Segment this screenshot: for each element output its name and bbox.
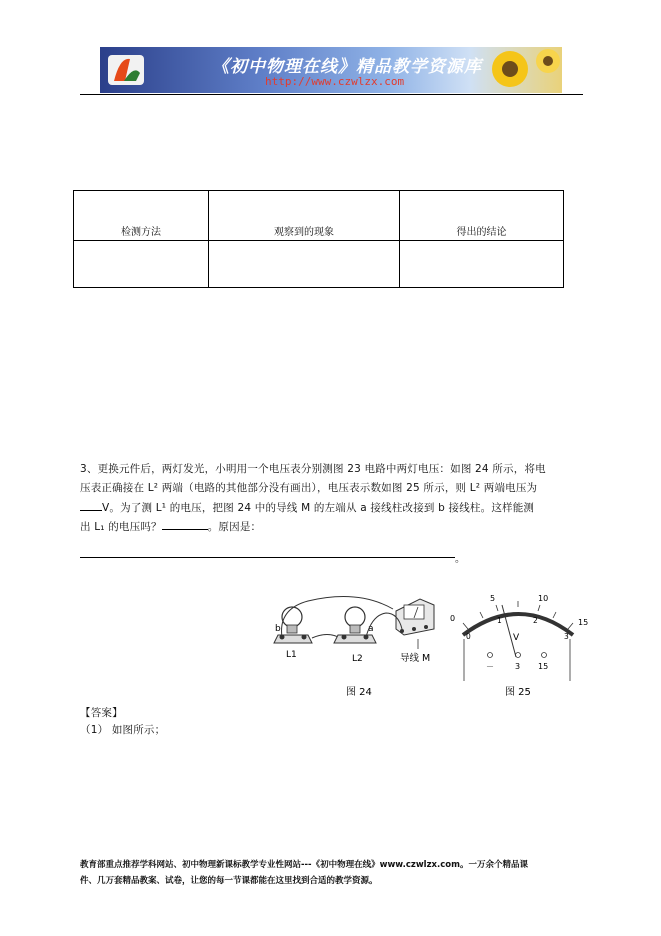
answer-heading: 【答案】 xyxy=(80,707,123,719)
scale-outer-15: 15 xyxy=(578,618,589,627)
footer-line-2: 件、几万套精品教案、试卷，让您的每一节课都能在这里找到合适的教学资源。 xyxy=(80,876,378,886)
label-b: b xyxy=(275,624,281,634)
terminal-negative xyxy=(488,653,493,658)
question-line-1: 3、更换元件后，两灯发光，小明用一个电压表分别测图 23 电路中两灯电压：如图 24 所示，将电 xyxy=(80,463,546,475)
label-wire-m: 导线 M xyxy=(400,653,431,664)
scale-inner-3: 3 xyxy=(564,632,569,641)
figure-25 xyxy=(450,594,588,698)
label-l2: L2 xyxy=(352,654,363,664)
scale-outer-10: 10 xyxy=(538,594,549,603)
question-line-4-start: 出 L₁ 的电压吗？ xyxy=(80,521,162,533)
banner-title: 《初中物理在线》精品教学资源库 xyxy=(212,57,482,77)
label-l1: L1 xyxy=(286,650,297,660)
observation-table xyxy=(73,190,564,288)
reason-answer-line[interactable] xyxy=(80,557,455,558)
answer-item-1: （1） 如图所示； xyxy=(80,724,166,736)
terminal-label-3: 3 xyxy=(515,662,521,671)
bulb-icon xyxy=(345,607,365,627)
header-banner xyxy=(100,47,562,93)
label-a: a xyxy=(368,624,374,634)
question-line-3 xyxy=(80,499,534,516)
terminal-3v xyxy=(516,653,521,658)
figures-24-25 xyxy=(268,585,593,703)
table-header-method: 检测方法 xyxy=(74,191,209,241)
measure-answer-blank[interactable] xyxy=(162,518,208,530)
reason-line-end: 。 xyxy=(455,554,465,565)
table-header-phenomenon: 观察到的现象 xyxy=(209,191,400,241)
question-line-3-text: V。为了测 L¹ 的电压，把图 24 中的导线 M 的左端从 a 接线柱改接到 b 接线柱。这样能测 xyxy=(102,502,535,514)
terminal-15v xyxy=(542,653,547,658)
sunflower-small-center xyxy=(543,56,553,66)
table-cell[interactable] xyxy=(400,241,564,288)
scale-inner-2: 2 xyxy=(533,616,538,625)
table-header-conclusion: 得出的结论 xyxy=(400,191,564,241)
question-line-2: 压表正确接在 L² 两端（电路的其他部分没有画出），电压表示数如图 25 所示，则 L² 两端电压为 xyxy=(80,482,538,494)
footer-line-1: 教育部重点推荐学科网站、初中物理新课标教学专业性网站---《初中物理在线》www.czwlzx.com。一万余个精品课 xyxy=(80,860,528,870)
scale-inner-1: 1 xyxy=(497,616,502,625)
meter-frame xyxy=(464,639,570,681)
table-header-row xyxy=(74,191,564,241)
table-row xyxy=(74,241,564,288)
scale-outer-0: 0 xyxy=(450,614,456,623)
table-cell[interactable] xyxy=(74,241,209,288)
table-cell[interactable] xyxy=(209,241,400,288)
voltmeter-device xyxy=(396,599,434,635)
header-rule xyxy=(80,94,583,95)
banner-url[interactable]: http://www.czwlzx.com xyxy=(265,75,405,88)
meter-unit: V xyxy=(513,633,520,643)
scale-outer-5: 5 xyxy=(490,594,496,603)
figure-24-caption: 图 24 xyxy=(346,687,372,698)
figure-24 xyxy=(274,597,434,699)
terminal-label-15: 15 xyxy=(538,662,549,671)
question-line-4 xyxy=(80,518,261,535)
voltage-answer-blank[interactable] xyxy=(80,499,102,511)
terminal-label-negative: － xyxy=(486,662,494,671)
figure-25-caption: 图 25 xyxy=(505,687,531,698)
scale-inner-0: 0 xyxy=(466,632,471,641)
meter-scale-arc xyxy=(463,614,573,635)
page-footer xyxy=(80,857,585,889)
question-line-4-end: 。原因是： xyxy=(207,521,262,533)
wire xyxy=(312,635,340,639)
